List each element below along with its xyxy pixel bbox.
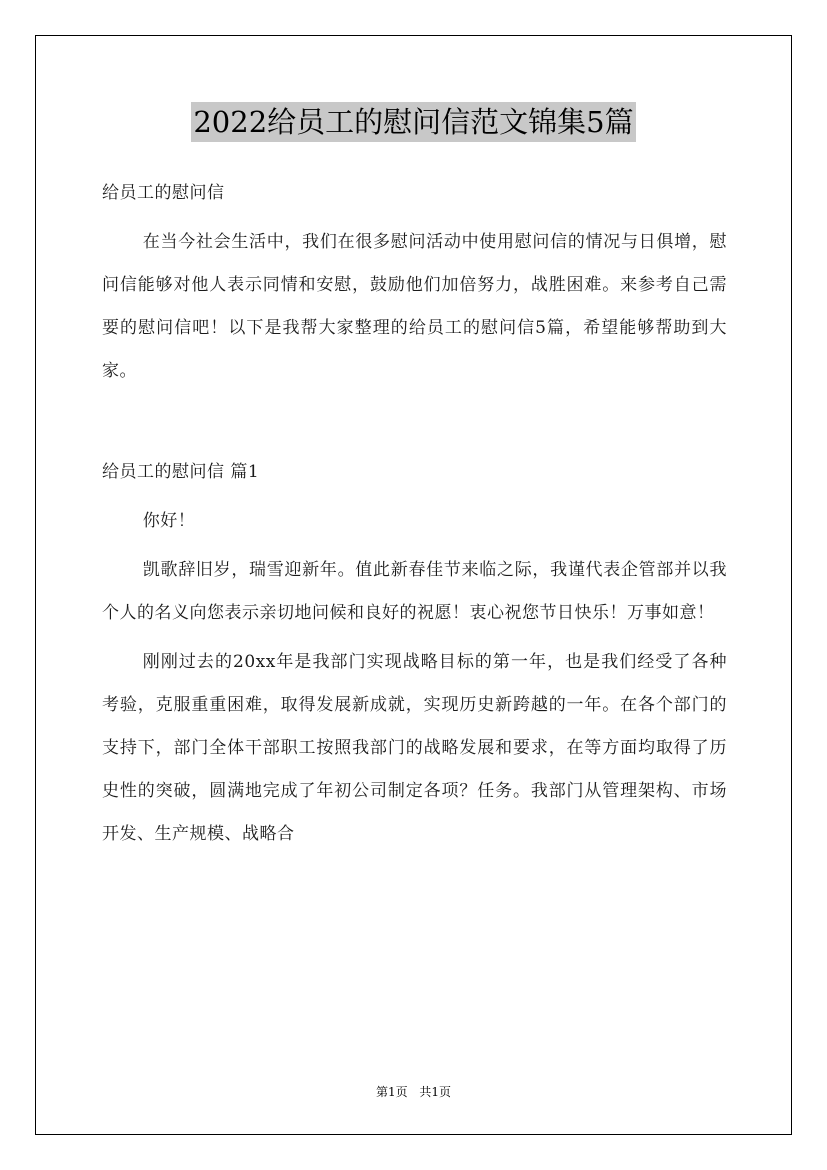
document-title: 2022给员工的慰问信范文锦集5篇 <box>191 102 635 142</box>
paragraph-1: 凯歌辞旧岁，瑞雪迎新年。值此新春佳节来临之际，我谨代表企管部并以我个人的名义向您表示亲切地问候和良好的祝愿！衷心祝您节日快乐！万事如意！ <box>102 560 727 623</box>
page-total: 共1页 <box>419 1085 452 1099</box>
section-heading: 给员工的慰问信 篇1 <box>102 462 260 482</box>
page-footer <box>0 1083 827 1100</box>
intro-heading: 给员工的慰问信 <box>102 183 225 203</box>
intro-paragraph: 在当今社会生活中，我们在很多慰问活动中使用慰问信的情况与日俱增，慰问信能够对他人表示同情和安慰，鼓励他们加倍努力，战胜困难。来参考自己需要的慰问信吧！以下是我帮大家整理的给员工的慰问信5篇，希望能够帮助到大家。 <box>102 232 727 381</box>
title-container <box>0 102 827 142</box>
document-body <box>102 172 727 856</box>
greeting: 你好！ <box>142 511 196 531</box>
page-number: 第1页 <box>375 1085 408 1099</box>
paragraph-2: 刚刚过去的20xx年是我部门实现战略目标的第一年，也是我们经受了各种考验，克服重重困难，取得发展新成就，实现历史新跨越的一年。在各个部门的支持下，部门全体干部职工按照我部门的战略发展和要求，在等方面均取得了历史性的突破，圆满地完成了年初公司制定各项？任务。我部门从管理架构、市场开发、生产规模、战略合 <box>102 652 727 844</box>
